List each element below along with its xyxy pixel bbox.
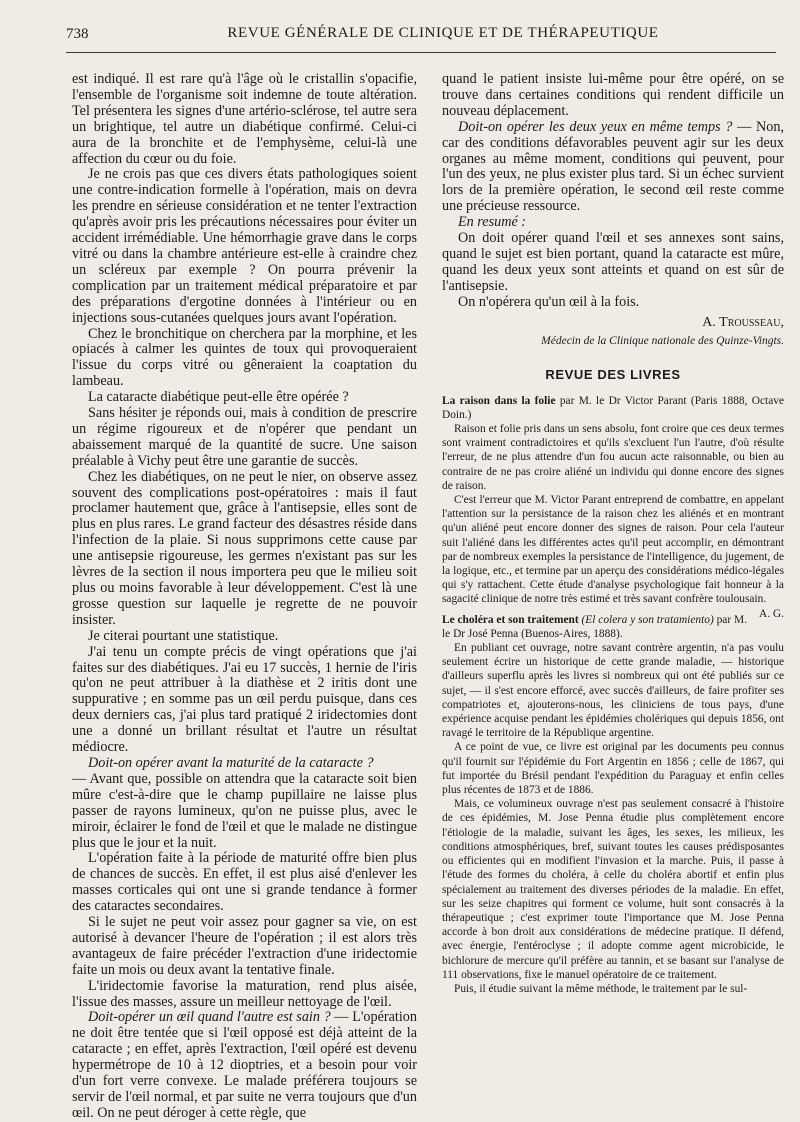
author-signature: A. Trousseau, (702, 314, 784, 330)
paragraph: L'iridectomie favorise la maturation, rend plus aisée, l'issue des masses, assure un meilleur nettoyage de l'œil. (72, 977, 417, 1010)
review-title: Le choléra et son traitement (442, 613, 579, 626)
paragraph: Si le sujet ne peut voir assez pour gagner sa vie, on est autorisé à devancer l'heure de l'opération ; il est alors très avantageux de faire précéder l'extraction d'une iridectomie faite un mois ou deux avant la tentative finale. (72, 914, 417, 978)
review-paragraph: Mais, ce volumineux ouvrage n'est pas seulement consacré à l'histoire de ces épidémies, M. Jose Penna étudie plus complètement encore l'étiologie de la maladie, suivant les âges, les sexes, les milieux, les conditions atmosphériques, bref, suivant toutes les causes prédisposantes ou efficientes qui en modifient l'invasion et la marche. Puis, il passe à l'étude des formes du choléra, à celle du choléra abortif et enfin plus spécialement au traitement des diverses périodes de la maladie. En effet, sur les seize chapitres qui forment ce volume, huit sont consacrés à la thérapeutique ; c'est exprimer toute l'importance que M. Jose Penna accorde à bon droit aux considérations de médecine pratique. Il défend, avec énergie, l'entéroclyse ; il adopte comme agent microbicide, le bichlorure de mercure qu'il préfère au tannin, et se basant sur l'analyse de 111 observations, fixe le manuel opératoire de ce traitement. (442, 798, 784, 981)
running-title: REVUE GÉNÉRALE DE CLINIQUE ET DE THÉRAPEUTIQUE (227, 25, 659, 41)
review-paragraph: A ce point de vue, ce livre est original par les documents peu connus qu'il fournit sur l'épidémie du Fort Argentin en 1856 ; celle de 1867, qui fut importée du Brésil pendant l'expédition du Paraguay et enfin celles plus récentes de 1873 et de 1886. (442, 741, 784, 797)
review-byline: par M. le Dr José Penna (Buenos-Aires, 1888). (442, 613, 747, 640)
section-title: REVUE DES LIVRES (545, 366, 681, 382)
review-title: La raison dans la folie (442, 394, 556, 407)
left-column (72, 72, 417, 1122)
page-header (66, 22, 776, 48)
paragraph: — Avant que, possible on attendra que la cataracte soit bien mûre c'est-à-dire que le champ pupillaire ne laisse plus passer de rayons lumineux, qu'on ne puisse plus, avec le miroir, éclairer le fond de l'œil et que le malade ne distingue plus que le jour et la nuit. (72, 770, 417, 851)
paragraph: L'opération faite à la période de maturité offre bien plus de chances de succès. En effet, il est plus aisé d'enlever les masses corticales qui ont une si grande tendance à former des cataractes secondaires. (72, 850, 417, 915)
question-text: Doit-opérer un œil quand l'autre est sain ? (88, 1009, 331, 1026)
author-affiliation: Médecin de la Clinique nationale des Quinze-Vingts. (541, 334, 784, 347)
paragraph: On doit opérer quand l'œil et ses annexes sont sains, quand le sujet est bien portant, quand la cataracte est mûre, quand les deux yeux sont atteints et quand on est sûr de l'antisepsie. (442, 230, 784, 294)
question-heading: Doit-on opérer avant la maturité de la cataracte ? (88, 754, 374, 771)
page-number: 738 (66, 26, 89, 42)
review-entry (442, 613, 784, 996)
answer-text: — Non, car des conditions défavorables peuvent agir sur les deux organes au même moment, conditions qui peuvent, pour l'un des yeux, ne plus exister plus tard. Si un échec survient lors de la première opération, le second œil reste comme une précieuse ressource. (442, 118, 784, 215)
paragraph (442, 120, 784, 215)
review-header (442, 394, 784, 422)
paragraph: Je citerai pourtant une statistique. (88, 627, 279, 644)
review-header (442, 613, 784, 641)
review-initials: A. G. (759, 607, 784, 620)
book-reviews (442, 394, 784, 997)
question-text: Doit-on opérer les deux yeux en même temps ? (458, 118, 733, 135)
paragraph: On n'opérera qu'un œil à la fois. (458, 293, 640, 310)
paragraph: Sans hésiter je réponds oui, mais à condition de prescrire un régime rigoureux et de n'opérer que pendant un abaissement marqué de la quantité de sucre. Une saison préalable à Vichy peut être une garantie de succès. (72, 405, 417, 469)
review-paragraph: En publiant cet ouvrage, notre savant contrère argentin, n'a pas voulu seulement écrire un historique de cette grande maladie, — historique d'ailleurs superflu après les livres si nombreux qui ont été publiés sur ce sujet, — il s'est encore efforcé, avec succès d'ailleurs, de faire profiter ses compatriotes et, ajouterons-nous, les cliniciens de tous pays, d'une expérience acquise pendant les épidémies cholériques qui depuis 1856, ont ravagé le territoire de la République argentine. (442, 642, 784, 740)
review-paragraph: C'est l'erreur que M. Victor Parant entreprend de combattre, en appelant l'attention sur la persistance de la raison chez les aliénés et en montrant qu'un aliéné peut encore donner des signes de raison. Pour cela l'auteur suit l'aliéné dans les différentes actes qu'il peut accomplir, en démontrant par de nombreux exemples la persistance de l'intelligence, du jugement, de la logique, etc., et termine par un aperçu des considérations médico-légales qui s'y rattachent. Cette étude d'analyse psychologique fait honneur à la sagacité clinique de notre très estimé et très savant confrère toulousain. A. G. (442, 494, 784, 620)
paragraph: est indiqué. Il est rare qu'à l'âge où le cristallin s'opacifie, l'ensemble de l'organisme soit indemne de toute altération. Tel présentera les signes d'une artério-sclérose, tel autre sera un brightique, tel autre un diabétique confirmé. Celui-ci aura de la bronchite et de l'emphysème, celui-là une affection du cœur ou du foie. (72, 71, 417, 167)
paragraph: Je ne crois pas que ces divers états pathologiques soient une contre-indication formelle à l'opération, mais on devra les prendre en sérieuse considération et ne tenter l'extraction qu'après avoir pris les précautions nécessaires pour éviter un accident irrémédiable. Une hémorrhagie grave dans le corps vitré ou dans la chambre antérieure est-elle à craindre chez un scléreux par exemple ? On pourra prévenir la complication par un traitement médical préparatoire et par des préparations d'ergotine données à l'intérieur ou en injections sous-cutanées quelques jours avant l'opération. (72, 166, 417, 326)
review-paragraph: Raison et folie pris dans un sens absolu, font croire que ces deux termes sont vraiment contradictoires et qu'ils s'excluent l'un l'autre, d'où résulte l'erreur, de ne plus attendre d'un fou aucun acte raisonnable, ou bien au contraire de ne pas croire aliéné un individu qui donne encore des signes de raison. (442, 423, 784, 492)
paragraph: quand le patient insiste lui-même pour être opéré, on se trouve dans certaines conditions qui rendent difficile un nouveau déplacement. (442, 71, 784, 119)
summary-heading: En resumé : (458, 214, 527, 231)
review-subtitle: (El colera y son tratamiento) (578, 613, 714, 626)
review-byline: par M. le Dr Victor Parant (Paris 1888, Octave Doin.) (442, 394, 785, 421)
paragraph: Chez les diabétiques, on ne peut le nier, on observe assez souvent des complications post-opératoires : mais il faut proclamer hautement que, grâce à l'antisepsie, elles sont de plus en plus rares. Le grand facteur des désastres réside dans l'infection de la plaie. Si nous supprimons cette cause par une antisepsie rigoureuse, les germes n'existant pas sur les lèvres de la section il nous importera peu que le milieu soit plus ou moins favorable à leur développement. C'est là une grosse question sur laquelle je regrette de ne pouvoir insister. (72, 468, 417, 628)
right-column (442, 72, 784, 996)
paragraph: J'ai tenu un compte précis de vingt opérations que j'ai faites sur des diabétiques. J'ai eu 17 succès, 1 hernie de l'iris qu'on ne peut attribuer à la diathèse et 2 iritis dont une suppurative ; en somme pas un œil perdu puisque, dans ces deux derniers cas, j'ai plus tard pratiqué 2 iridectomies dont une a donné un brillant résultat et l'autre un résultat médiocre. (72, 643, 417, 756)
paragraph (72, 1010, 417, 1121)
answer-text: — L'opération ne doit être tentée que si l'œil opposé est déjà atteint de la cataracte ; en effet, après l'extraction, l'œil opéré est devenu hypermétrope de 10 à 12 dioptries, et a besoin pour voir d'un fort verre convexe. Le malade préférera toujours se servir de l'œil normal, et par suite ne verra toujours que d'un œil. On ne peut déroger à cette règle, que (72, 1009, 417, 1121)
paragraph: Chez le bronchitique on cherchera par la morphine, et les opiacés à calmer les quintes de toux qui provoqueraient l'issue du corps vitré ou gêneraient la coaptation du lambeau. (72, 325, 417, 390)
paragraph: La cataracte diabétique peut-elle être opérée ? (88, 389, 349, 406)
review-paragraph: Puis, il étudie suivant la même méthode, le traitement par le sul- (454, 982, 748, 995)
header-rule (66, 52, 776, 53)
